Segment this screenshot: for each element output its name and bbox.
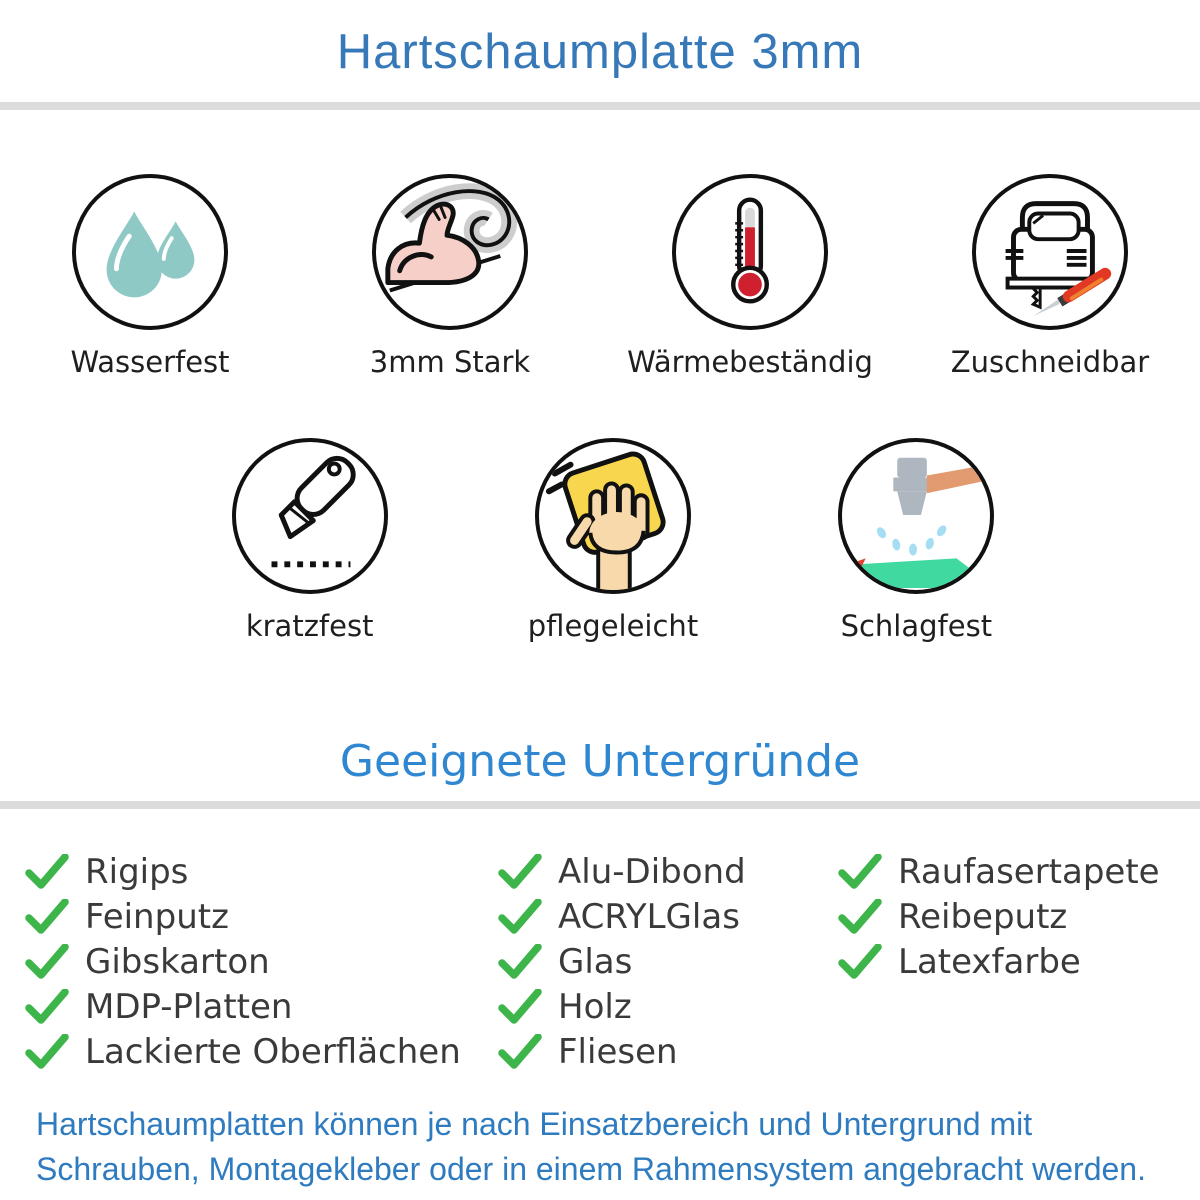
feature-label: Zuschneidbar — [950, 345, 1150, 379]
list-item-label: Gibskarton — [85, 941, 270, 982]
water-drops-icon — [72, 174, 228, 330]
substrates-column-1 — [25, 849, 498, 1074]
check-icon — [498, 1034, 542, 1070]
feature-heat-resistant — [610, 174, 890, 378]
list-item — [498, 939, 838, 984]
substrates-column-2 — [498, 849, 838, 1074]
list-item-label: Raufasertapete — [898, 851, 1160, 892]
check-icon — [25, 944, 69, 980]
substrates-list — [0, 849, 1200, 1074]
list-item — [498, 1029, 838, 1074]
check-icon — [838, 854, 882, 890]
list-item-label: Reibeputz — [898, 896, 1068, 937]
feature-thickness — [310, 174, 590, 378]
feature-easy-care — [473, 438, 753, 642]
page-title: Hartschaumplatte 3mm — [336, 25, 864, 79]
feature-waterproof — [10, 174, 290, 378]
list-item — [25, 1029, 498, 1074]
list-item-label: Glas — [558, 941, 633, 982]
feature-label: Schlagfest — [840, 609, 993, 643]
check-icon — [498, 854, 542, 890]
list-item-label: Feinputz — [85, 896, 229, 937]
divider-top — [0, 102, 1200, 110]
list-item — [498, 894, 838, 939]
mounting-note-line-1: Hartschaumplatten können je nach Einsatzbereich und Untergrund mit — [36, 1106, 1033, 1142]
utility-knife-icon — [232, 438, 388, 594]
mounting-note-line-2: Schrauben, Montagekleber oder in einem Rahmensystem angebracht werden. — [36, 1151, 1146, 1187]
feature-cuttable — [910, 174, 1190, 378]
check-icon — [25, 899, 69, 935]
hammer-icon — [838, 438, 994, 594]
muscle-arm-icon — [372, 174, 528, 330]
substrates-column-3 — [838, 849, 1200, 1074]
feature-scratchproof — [170, 438, 450, 642]
list-item-label: Holz — [558, 986, 632, 1027]
feature-label: Wärmebeständig — [627, 345, 873, 379]
list-item — [25, 849, 498, 894]
list-item — [25, 894, 498, 939]
list-item-label: ACRYLGlas — [558, 896, 740, 937]
mounting-note — [0, 1102, 1200, 1192]
section-title-substrates: Geeignete Untergründe — [339, 736, 861, 787]
feature-label: 3mm Stark — [369, 345, 531, 379]
feature-label: pflegeleicht — [527, 609, 699, 643]
feature-label: kratzfest — [245, 609, 374, 643]
list-item — [838, 894, 1200, 939]
list-item — [25, 984, 498, 1029]
feature-impact-resistant — [776, 438, 1056, 642]
check-icon — [838, 944, 882, 980]
list-item-label: Lackierte Oberflächen — [85, 1031, 461, 1072]
check-icon — [498, 989, 542, 1025]
check-icon — [25, 989, 69, 1025]
check-icon — [498, 899, 542, 935]
list-item-label: Alu-Dibond — [558, 851, 746, 892]
list-item — [498, 984, 838, 1029]
list-item-label: MDP-Platten — [85, 986, 293, 1027]
check-icon — [498, 944, 542, 980]
feature-label: Wasserfest — [70, 345, 230, 379]
list-item — [498, 849, 838, 894]
cleaning-hand-icon — [535, 438, 691, 594]
list-item-label: Rigips — [85, 851, 189, 892]
feature-row-2 — [158, 438, 1068, 642]
feature-row-1 — [0, 174, 1200, 378]
list-item-label: Fliesen — [558, 1031, 678, 1072]
check-icon — [25, 1034, 69, 1070]
divider-middle — [0, 801, 1200, 809]
list-item — [25, 939, 498, 984]
check-icon — [838, 899, 882, 935]
check-icon — [25, 854, 69, 890]
list-item — [838, 939, 1200, 984]
list-item-label: Latexfarbe — [898, 941, 1081, 982]
thermometer-icon — [672, 174, 828, 330]
jigsaw-cutter-icon — [972, 174, 1128, 330]
list-item — [838, 849, 1200, 894]
